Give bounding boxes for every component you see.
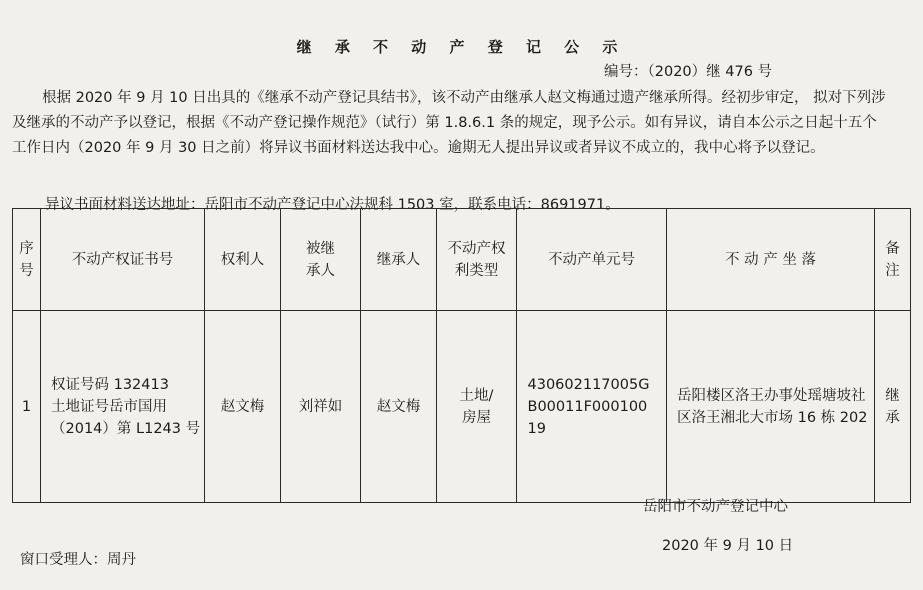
header-decedent: 被继承人: [281, 209, 361, 311]
land-cert-no: 土地证号岳市国用（2014）第 L1243 号: [51, 398, 201, 437]
header-right-type: 不动产权利类型: [437, 209, 517, 311]
header-remark: 备注: [875, 209, 911, 311]
property-table: [12, 208, 911, 503]
cell-owner: 赵文梅: [205, 311, 281, 503]
header-owner: 权利人: [205, 209, 281, 311]
header-seq: 序号: [13, 209, 41, 311]
cell-decedent: 刘祥如: [281, 311, 361, 503]
header-unit-no: 不动产单元号: [517, 209, 667, 311]
cell-unit-no: 430602117005GB00011F00010019: [517, 311, 667, 503]
objection-address: 异议书面材料送达地址：岳阳市不动产登记中心法规科 1503 室，联系电话：8691971。: [45, 197, 620, 213]
table-row: [13, 311, 911, 503]
header-cert-no: 不动产权证书号: [41, 209, 205, 311]
cell-location: 岳阳楼区洛王办事处瑶塘坡社区洛王湘北大市场 16 栋 202: [667, 311, 875, 503]
cell-right-type: 土地/房屋: [437, 311, 517, 503]
notice-title: 继 承 不 动 产 登 记 公 示: [296, 38, 627, 56]
cell-remark: 继承: [875, 311, 911, 503]
cell-heir: 赵文梅: [361, 311, 437, 503]
window-clerk: 窗口受理人：周丹: [20, 552, 136, 568]
cell-cert-no: [41, 311, 205, 503]
header-location: 不 动 产 坐 落: [667, 209, 875, 311]
cell-seq: 1: [13, 311, 41, 503]
issue-date: 2020 年 9 月 10 日: [662, 538, 794, 554]
cert-code: 权证号码 132413: [51, 376, 169, 393]
header-heir: 继承人: [361, 209, 437, 311]
table-header-row: [13, 209, 911, 311]
document-number: 编号：（2020）继 476 号: [604, 64, 773, 80]
issuer-name: 岳阳市不动产登记中心: [643, 499, 788, 515]
notice-body: 根据 2020 年 9 月 10 日出具的《继承不动产登记具结书》，该不动产由继承人赵文梅通过遗产继承所得。经初步审定， 拟对下列涉及继承的不动产予以登记，根据《不动产登记操作规范》（试行）第 1.8.6.1 条的规定，现予公示。如有异议，请自本公示之日起十五个工作日内（2020 年 9 月 30 日之前）将异议书面材料送达我中心。逾期无人提出异议或者异议不成立的，我中心将予以登记。: [12, 90, 886, 156]
